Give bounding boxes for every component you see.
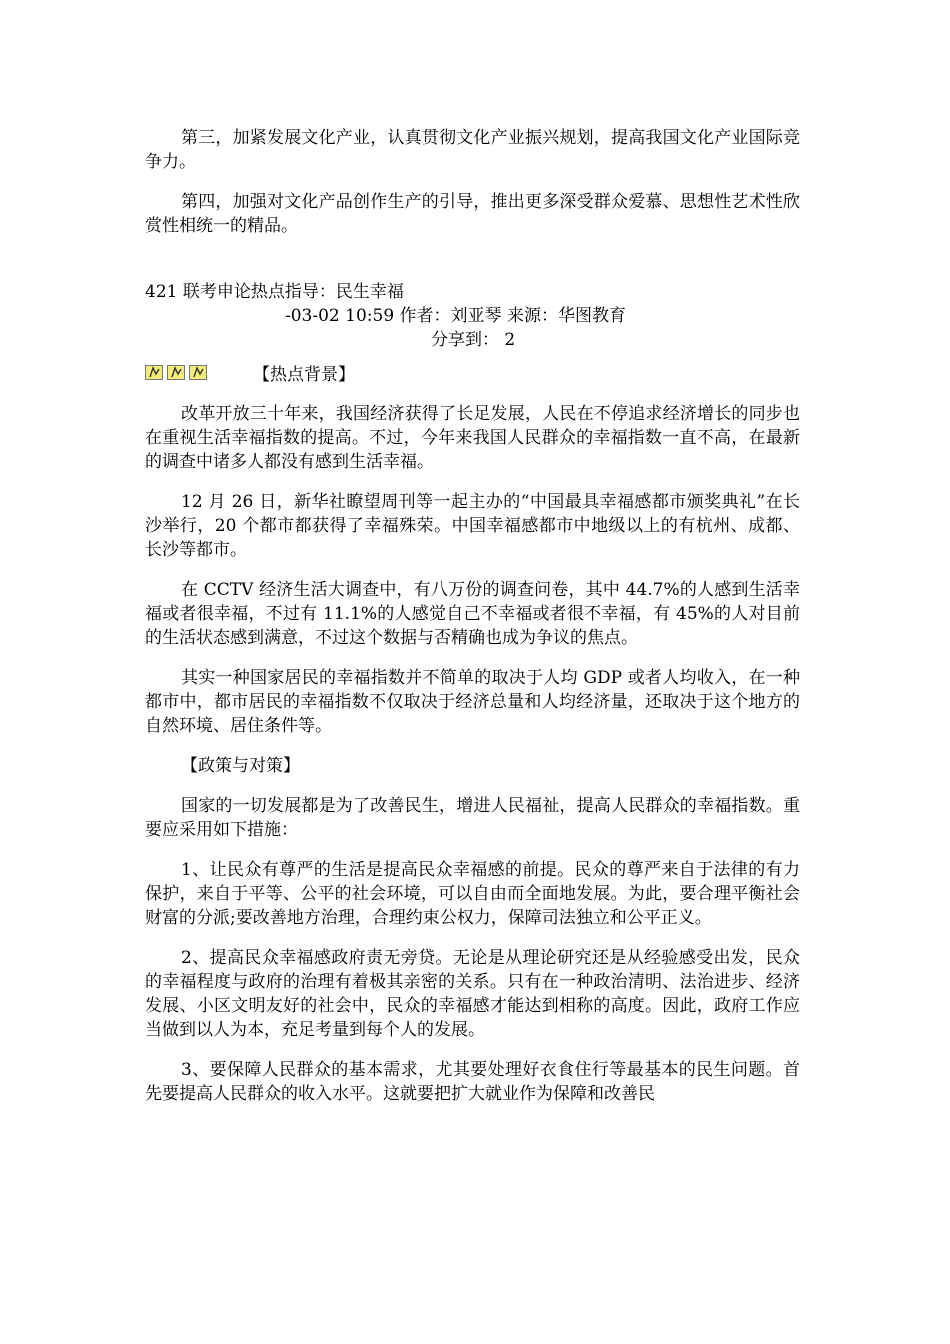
paragraph-cities: 12 月 26 日，新华社瞭望周刊等一起主办的“中国最具幸福感都市颁奖典礼”在长沙举行，20 个都市都获得了幸福殊荣。中国幸福感都市中地级以上的有杭州、成都、长沙等都市。 (145, 492, 800, 560)
article-title: 421 联考申论热点指导：民生幸福 (145, 282, 404, 302)
paragraph-gdp: 其实一种国家居民的幸福指数并不简单的取决于人均 GDP 或者人均收入，在一种都市中，都市居民的幸福指数不仅取决于经济总量和人均经济量，还取决于这个地方的自然环境、居住条件等。 (145, 668, 800, 736)
paragraph-background: 改革开放三十年来，我国经济获得了长足发展，人民在不停追求经济增长的同步也在重视生活幸福指数的提高。不过，今年来我国人民群众的幸福指数一直不高，在最新的调查中诸多人都没有感到生活幸福。 (145, 404, 800, 472)
document-page (145, 126, 800, 1106)
article-meta: -03-02 10:59 作者：刘亚琴 来源：华图教育 (285, 306, 626, 326)
hot-background-row (145, 360, 800, 384)
decorative-icon (145, 365, 163, 380)
policy-label: 【政策与对策】 (181, 756, 300, 776)
decorative-icon (189, 365, 207, 380)
paragraph-fourth: 第四，加强对文化产品创作生产的引导，推出更多深受群众爱慕、思想性艺术性欣赏性相统一的精品。 (145, 192, 800, 236)
paragraph-third: 第三，加紧发展文化产业，认真贯彻文化产业振兴规划，提高我国文化产业国际竞争力。 (145, 128, 800, 172)
paragraph-measure-1: 1、让民众有尊严的生活是提高民众幸福感的前提。民众的尊严来自于法律的有力保护，来自于平等、公平的社会环境，可以自由而全面地发展。为此，要合理平衡社会财富的分派;要改善地方治理，合理约束公权力，保障司法独立和公平正义。 (145, 860, 800, 928)
paragraph-measure-2: 2、提高民众幸福感政府责无旁贷。无论是从理论研究还是从经验感受出发，民众的幸福程度与政府的治理有着极其亲密的关系。只有在一种政治清明、法治进步、经济发展、小区文明友好的社会中，民众的幸福感才能达到相称的高度。因此，政府工作应当做到以人为本，充足考量到每个人的发展。 (145, 948, 800, 1040)
hot-background-label: 【热点背景】 (253, 364, 355, 385)
paragraph-policy-intro: 国家的一切发展都是为了改善民生，增进人民福祉，提高人民群众的幸福指数。重要应采用如下措施： (145, 796, 800, 840)
paragraph-measure-3: 3、要保障人民群众的基本需求，尤其要处理好衣食住行等最基本的民生问题。首先要提高人民群众的收入水平。这就要把扩大就业作为保障和改善民 (145, 1060, 800, 1104)
share-line: 分享到： 2 (431, 330, 516, 350)
paragraph-survey: 在 CCTV 经济生活大调查中，有八万份的调查问卷，其中 44.7%的人感到生活幸福或者很幸福，不过有 11.1%的人感觉自己不幸福或者很不幸福，有 45%的人对目前的生活状态感到满意，不过这个数据与否精确也成为争议的焦点。 (145, 580, 800, 648)
decorative-icon (167, 365, 185, 380)
